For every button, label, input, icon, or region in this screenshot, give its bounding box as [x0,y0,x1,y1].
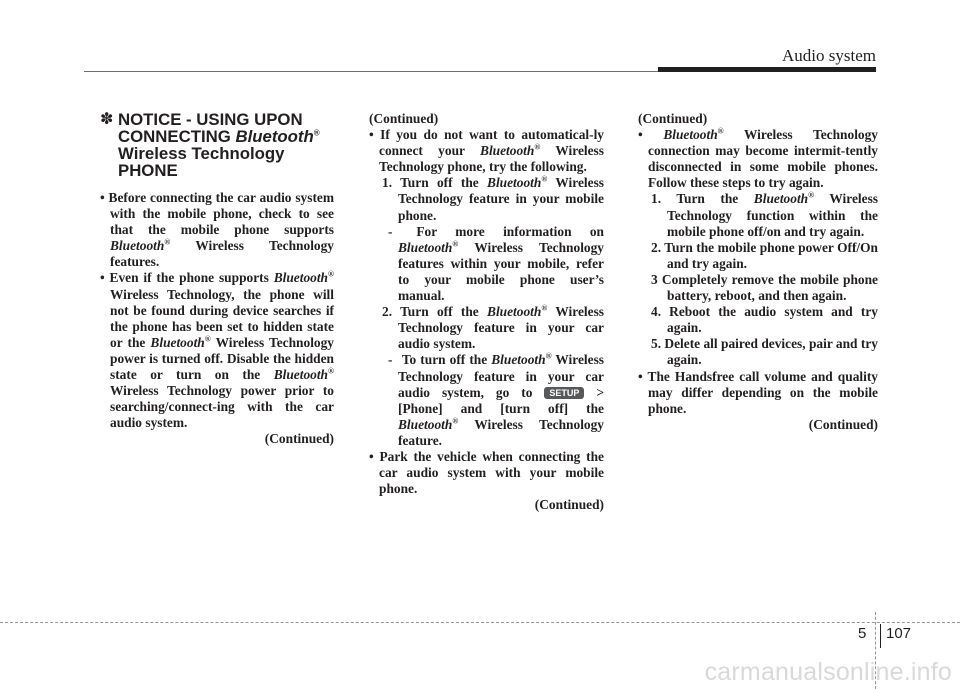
col3-step-4: 4. Reboot the audio system and try again. [651,304,878,336]
col3-bullet-2: • The Handsfree call volume and quality may differ depending on the mobile phone. [638,368,878,416]
col1-continued: (Continued) [264,431,334,447]
col3-continued: (Continued) [808,416,878,432]
col3-step-1: 1. Turn the Bluetooth® Wireless Technology function within the mobile phone off/on and try again. [651,191,878,239]
col2-bullet-2: • Park the vehicle when connecting the car audio system with your mobile phone. [369,448,604,497]
column-2 [369,111,604,513]
watermark: carmanualsonline.info [704,658,952,686]
col2-continued: (Continued) [534,497,604,513]
page-number: 107 [886,625,912,642]
notice-line-3: Wireless Technology [118,144,285,163]
notice-line-4: PHONE [118,161,178,180]
chapter-number: 5 [858,625,867,642]
notice-heading [100,111,334,179]
notice-star-icon: ✽ [100,111,114,128]
notice-line-2: CONNECTING Bluetooth® [118,127,320,146]
col2-continued-top: (Continued) [369,111,439,126]
column-3 [638,111,878,433]
col3-bullet-1: • Bluetooth® Wireless Technology connection may become intermit-tently disconnected in some mobile phones. Follow these steps to try again. [638,126,878,191]
section-title: Audio system [782,46,876,65]
col2-bullet-1: • If you do not want to automatical-ly connect your Bluetooth® Wireless Technology phone, try the following. [369,127,604,175]
col2-dash-1: - For more information on Bluetooth® Wireless Technology features within your mobile, refer to your mobile phone user’s manual. [388,223,604,304]
header-bar [658,67,876,72]
setup-button: SETUP [544,387,584,399]
col1-bullet-2: • Even if the phone supports Bluetooth® Wireless Technology, the phone will not be found during device searches if the phone has been set to hidden state or the Bluetooth® Wireless Technology power is turned off. Disable the hidden state or turn on the Bluetooth® Wireless Technology power prior to searching/connect-ing with the car audio system. [100,270,334,431]
col2-step-1: 1. Turn off the Bluetooth® Wireless Technology feature in your mobile phone. [382,174,604,223]
col3-step-5: 5. Delete all paired devices, pair and try again. [651,336,878,368]
column-1 [100,111,334,448]
footer-rule [0,622,960,623]
col3-continued-top: (Continued) [638,111,708,126]
col3-step-3: 3 Completely remove the mobile phone battery, reboot, and then again. [651,271,878,304]
footer-divider [880,624,881,648]
notice-line-1: NOTICE - USING UPON [118,110,303,129]
col2-dash-2: - To turn off the Bluetooth® Wireless Technology feature in your car audio system, go to SETUP > [Phone] and [turn off] the Bluetooth® Wireless Technology feature. [388,351,604,448]
col3-step-2: 2. Turn the mobile phone power Off/On and try again. [651,239,878,271]
col2-step-2: 2. Turn off the Bluetooth® Wireless Technology feature in your car audio system. [382,303,604,352]
col1-bullet-1: • Before connecting the car audio system with the mobile phone, check to see that the mobile phone supports Bluetooth® Wireless Technology features. [100,190,334,270]
